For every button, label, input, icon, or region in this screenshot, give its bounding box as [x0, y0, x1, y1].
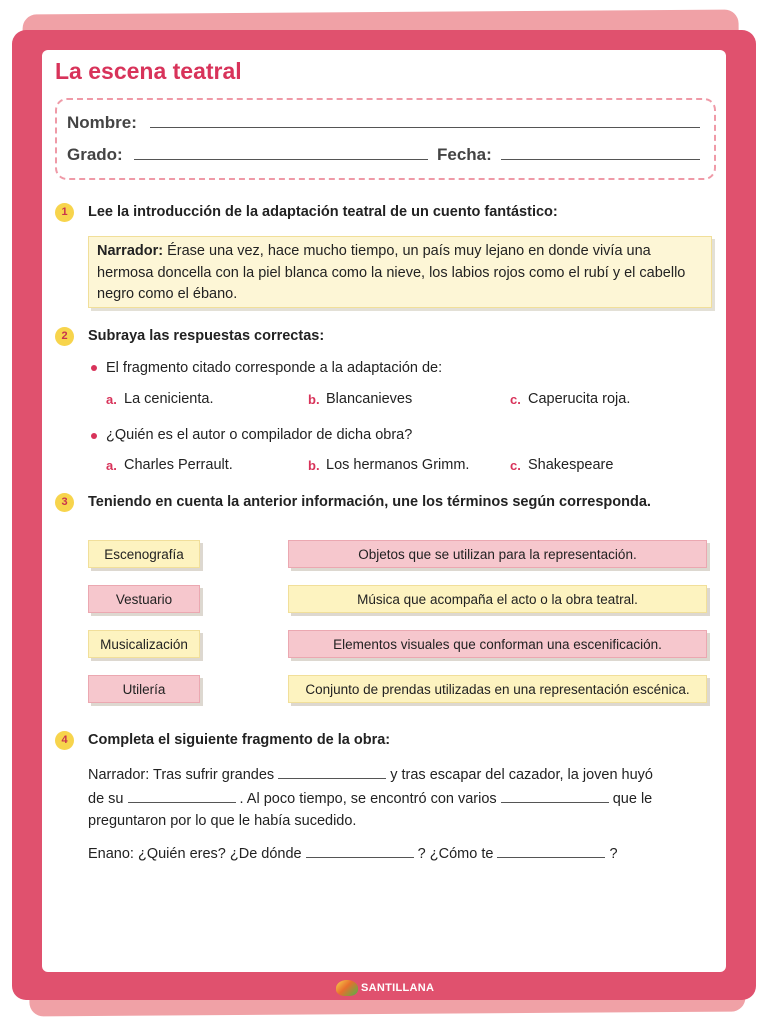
option-letter: b.	[308, 458, 320, 473]
santillana-logo-icon	[336, 980, 358, 996]
option-letter: c.	[510, 458, 521, 473]
option-letter: b.	[308, 392, 320, 407]
date-label: Fecha:	[437, 145, 492, 164]
question-2a-text: El fragmento citado corresponde a la adaptación de:	[106, 360, 443, 376]
option-la-cenicienta[interactable]: La cenicienta.	[124, 391, 214, 407]
option-hermanos-grimm[interactable]: Los hermanos Grimm.	[326, 457, 470, 473]
question-1-instruction: Lee la introducción de la adaptación teatral de un cuento fantástico:	[88, 204, 558, 220]
option-letter: c.	[510, 392, 521, 407]
fragment-line-3: preguntaron por lo que le había sucedido.	[88, 813, 357, 829]
santillana-logo	[336, 976, 434, 1000]
name-label: Nombre:	[67, 113, 137, 132]
name-field[interactable]	[150, 110, 700, 128]
term-utileria[interactable]: Utilería	[88, 675, 200, 703]
option-charles-perrault[interactable]: Charles Perrault.	[124, 457, 233, 473]
blank-field[interactable]	[497, 845, 605, 858]
definition-elementos-visuales[interactable]: Elementos visuales que conforman una escenificación.	[288, 630, 707, 658]
definition-objetos[interactable]: Objetos que se utilizan para la representación.	[288, 540, 707, 568]
blank-field[interactable]	[128, 790, 236, 803]
narrator-passage-box	[88, 236, 712, 308]
blank-field[interactable]	[501, 790, 609, 803]
brand-name: SANTILLANA	[361, 982, 435, 994]
question-4-instruction: Completa el siguiente fragmento de la obra:	[88, 732, 391, 748]
fragment-line-2	[88, 790, 652, 807]
narrator-passage: Érase una vez, hace mucho tiempo, un país muy lejano en donde vivía una hermosa doncella con la piel blanca como la nieve, los labios rojos como el rubí y el cabello negro como el ébano.	[97, 243, 686, 302]
option-blancanieves[interactable]: Blancanieves	[326, 391, 413, 407]
fragment-text: ?	[609, 846, 618, 862]
grade-label: Grado:	[67, 145, 123, 164]
page-title: La escena teatral	[55, 58, 242, 84]
fragment-text: y tras escapar del cazador, la joven huyó	[390, 767, 653, 783]
fragment-text: Enano: ¿Quién eres? ¿De dónde	[88, 846, 302, 862]
fragment-text: . Al poco tiempo, se encontró con varios	[239, 791, 497, 807]
definition-prendas[interactable]: Conjunto de prendas utilizadas en una representación escénica.	[288, 675, 707, 703]
fragment-line-1	[88, 766, 653, 783]
date-field[interactable]	[501, 142, 700, 160]
bullet-marker	[91, 433, 97, 439]
fragment-text: Narrador: Tras sufrir grandes	[88, 767, 275, 783]
term-escenografia[interactable]: Escenografía	[88, 540, 200, 568]
question-3-number: 3	[55, 493, 74, 512]
question-3-instruction: Teniendo en cuenta la anterior información, une los términos según corresponda.	[88, 494, 651, 510]
option-shakespeare[interactable]: Shakespeare	[528, 457, 614, 473]
fragment-line-4	[88, 845, 618, 862]
term-vestuario[interactable]: Vestuario	[88, 585, 200, 613]
question-1-number: 1	[55, 203, 74, 222]
blank-field[interactable]	[306, 845, 414, 858]
fragment-text: que le	[612, 791, 653, 807]
question-2b-text: ¿Quién es el autor o compilador de dicha obra?	[106, 427, 413, 443]
fragment-text: de su	[88, 791, 124, 807]
blank-field[interactable]	[278, 766, 386, 779]
question-2-instruction: Subraya las respuestas correctas:	[88, 328, 325, 344]
bullet-marker	[91, 365, 97, 371]
narrator-speaker: Narrador:	[97, 243, 164, 259]
question-4-number: 4	[55, 731, 74, 750]
fragment-text: ? ¿Cómo te	[417, 846, 494, 862]
option-letter: a.	[106, 392, 117, 407]
definition-musica[interactable]: Música que acompaña el acto o la obra teatral.	[288, 585, 707, 613]
option-caperucita-roja[interactable]: Caperucita roja.	[528, 391, 631, 407]
worksheet	[42, 50, 726, 972]
option-letter: a.	[106, 458, 117, 473]
grade-field[interactable]	[134, 142, 428, 160]
question-2-number: 2	[55, 327, 74, 346]
term-musicalizacion[interactable]: Musicalización	[88, 630, 200, 658]
